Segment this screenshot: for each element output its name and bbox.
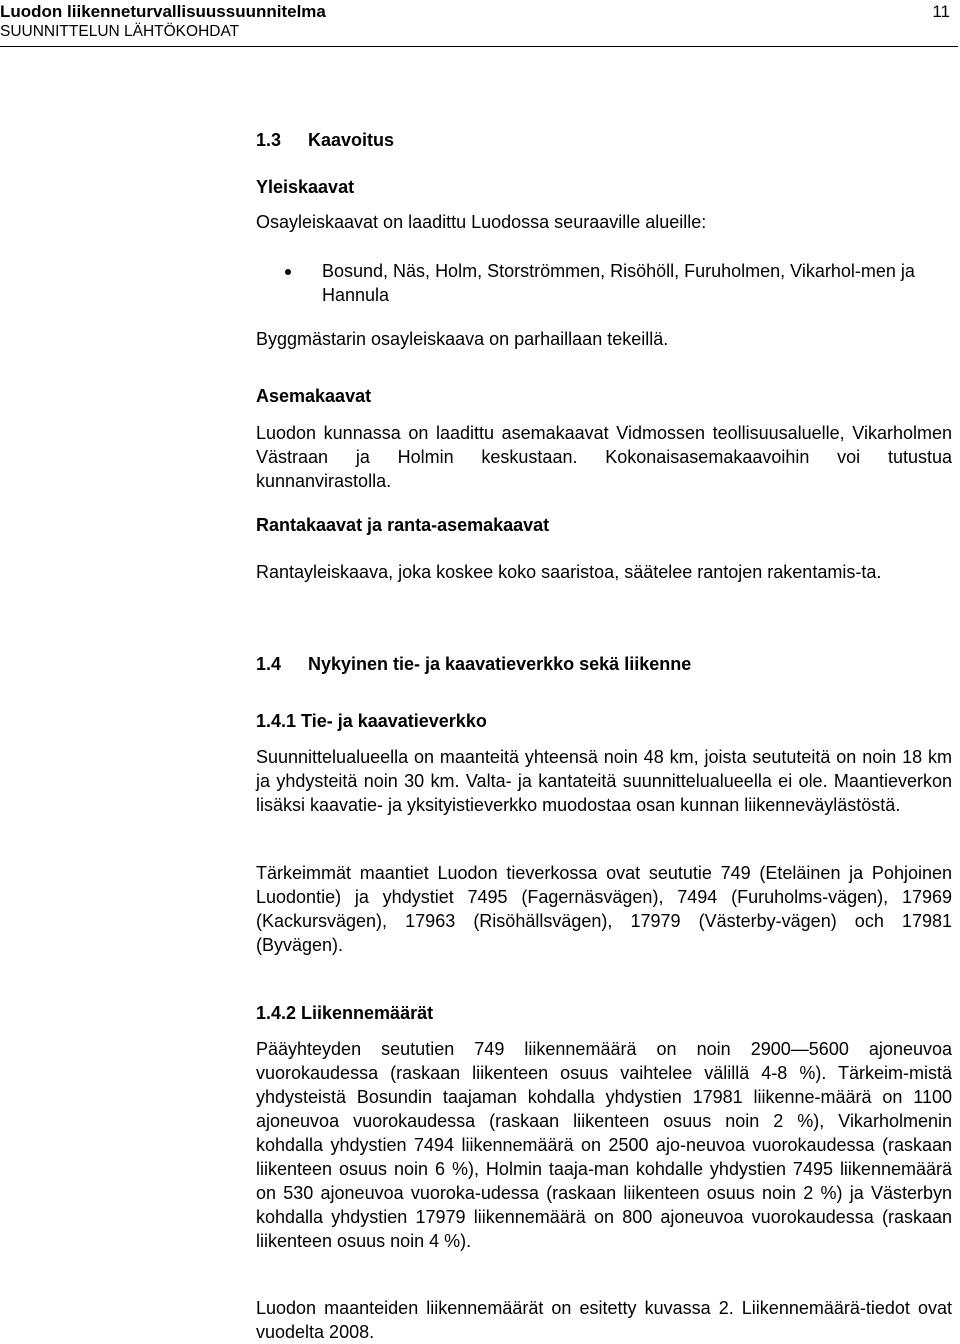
paragraph-maantiet: Suunnittelualueella on maanteitä yhteensä noin 48 km, joista seututeitä on noin 18 km ja yhdysteitä noin 30 km. Valta- ja kantateitä suunnittelualueella ei ole. Maantieverkon lisäksi kaavatie- ja yksityistieverkko muodostaa osan kunnan liikenneväylästöstä. xyxy=(256,747,952,815)
subheading-tie-ja-kaavatieverkko: 1.4.1 Tie- ja kaavatieverkko xyxy=(256,711,487,731)
paragraph-tarkeimmat-maantiet: Tärkeimmät maantiet Luodon tieverkossa ovat seututie 749 (Eteläinen ja Pohjoinen Luodontie) ja yhdystiet 7495 (Fagernäsvägen), 7494 (Furuholms-vägen), 17969 (Kackursvägen), 17963 (Risöhällsvägen), 17979 (Västerby-vägen) och 17981 (Byvägen). xyxy=(256,863,952,955)
bullet-item: Bosund, Näs, Holm, Storströmmen, Risöhöll, Furuholmen, Vikarhol-men ja Hannula xyxy=(322,261,915,305)
subheading-asemakaavat: Asemakaavat xyxy=(256,386,372,406)
paragraph-asemakaavat: Luodon kunnassa on laadittu asemakaavat Vidmossen teollisuusaluelle, Vikarholmen Västraan ja Holmin keskustaan. Kokonaisasemakaavoihin voi tutustua kunnanvirastolla. xyxy=(256,423,952,491)
paragraph-rantakaavat: Rantayleiskaava, joka koskee koko saaristoa, säätelee rantojen rakentamis-ta. xyxy=(256,562,882,582)
header-divider xyxy=(0,46,958,47)
section-heading-tieverkko xyxy=(256,652,952,676)
document-title: Luodon liikenneturvallisuussuunnitelma xyxy=(0,2,326,21)
section-number: 1.4 xyxy=(256,654,282,674)
bullet-icon xyxy=(285,269,291,275)
paragraph-kuvassa-2: Luodon maanteiden liikennemäärät on esitetty kuvassa 2. Liikennemäärä-tiedot ovat vuodelta 2008. xyxy=(256,1298,952,1342)
paragraph-yleiskaavat-intro: Osayleiskaavat on laadittu Luodossa seuraaville alueille: xyxy=(256,212,707,232)
section-title: Nykyinen tie- ja kaavatieverkko sekä liikenne xyxy=(308,654,692,674)
page-header xyxy=(0,0,960,48)
chapter-title: SUUNNITTELUN LÄHTÖKOHDAT xyxy=(0,23,240,40)
paragraph-byggmastarin: Byggmästarin osayleiskaava on parhaillaan tekeillä. xyxy=(256,329,669,349)
subheading-rantakaavat: Rantakaavat ja ranta-asemakaavat xyxy=(256,515,550,535)
section-title: Kaavoitus xyxy=(308,130,395,150)
subheading-liikennemaarat: 1.4.2 Liikennemäärät xyxy=(256,1003,434,1023)
section-heading-kaavoitus xyxy=(256,128,952,152)
subheading-yleiskaavat: Yleiskaavat xyxy=(256,177,355,197)
section-number: 1.3 xyxy=(256,130,282,150)
page-number: 11 xyxy=(932,2,950,21)
paragraph-liikennemaarat: Pääyhteyden seututien 749 liikennemäärä on noin 2900—5600 ajoneuvoa vuorokaudessa (raskaan liikenteen osuus vaihtelee välillä 4-8 %). Tärkeim-mistä yhdysteistä Bosundin taajaman kohdalla yhdystien 17981 liikenne-määrä on 1100 ajoneuvoa vuorokaudessa (raskaan liikenteen osuus noin 2 %), Vikarholmenin kohdalla yhdystien 7494 liikennemäärä on 2500 ajo-neuvoa vuorokaudessa (raskaan liikenteen osuus noin 6 %), Holmin taaja-man kohdalle yhdystien 7495 liikennemäärä on 530 ajoneuvoa vuoroka-udessa (raskaan liikenteen osuus noin 2 %) ja Västerbyn kohdalla yhdystien 17979 liikennemäärä on 800 ajoneuvoa vuorokaudessa (raskaan liikenteen osuus noin 4 %). xyxy=(256,1039,952,1251)
